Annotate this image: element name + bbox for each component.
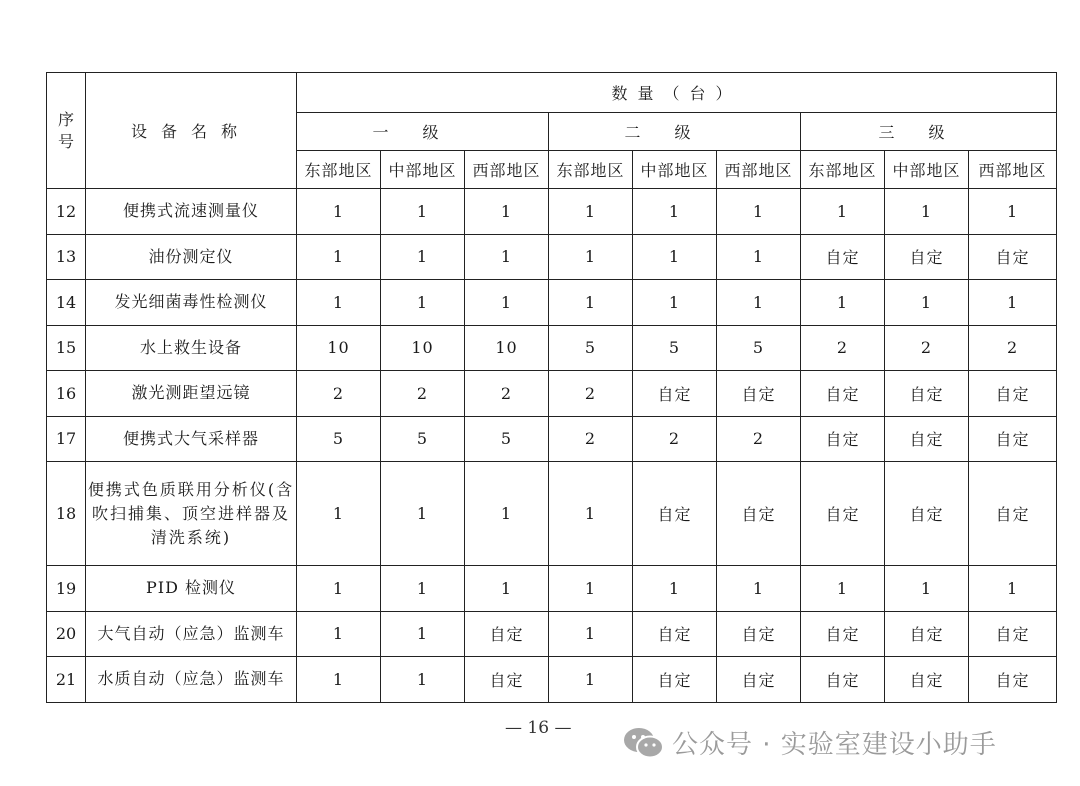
quantity-cell: 2: [969, 325, 1057, 371]
quantity-cell: 1: [465, 280, 549, 326]
quantity-cell: 2: [297, 371, 381, 417]
quantity-cell: 自定: [717, 371, 801, 417]
quantity-cell: 1: [297, 611, 381, 657]
region-central-header: 中部地区: [885, 151, 969, 189]
quantity-cell: 1: [297, 657, 381, 703]
row-number: 14: [47, 280, 86, 326]
quantity-cell: 1: [297, 189, 381, 235]
table-row: [47, 325, 1057, 371]
table-row: [47, 371, 1057, 417]
quantity-cell: 2: [549, 371, 633, 417]
quantity-cell: 5: [297, 416, 381, 462]
quantity-cell: 2: [633, 416, 717, 462]
quantity-cell: 1: [549, 566, 633, 612]
quantity-cell: 1: [969, 566, 1057, 612]
quantity-cell: 自定: [885, 611, 969, 657]
quantity-cell: 1: [297, 566, 381, 612]
quantity-cell: 1: [801, 189, 885, 235]
quantity-cell: 1: [801, 280, 885, 326]
quantity-cell: 自定: [801, 611, 885, 657]
table-row: [47, 462, 1057, 566]
quantity-cell: 自定: [633, 657, 717, 703]
table-row: [47, 189, 1057, 235]
quantity-cell: 自定: [465, 657, 549, 703]
quantity-cell: 2: [801, 325, 885, 371]
quantity-cell: 1: [549, 611, 633, 657]
quantity-cell: 自定: [885, 462, 969, 566]
quantity-cell: 1: [633, 566, 717, 612]
region-east-header: 东部地区: [549, 151, 633, 189]
quantity-cell: 1: [885, 566, 969, 612]
region-central-header: 中部地区: [633, 151, 717, 189]
quantity-cell: 自定: [885, 234, 969, 280]
quantity-cell: 自定: [801, 234, 885, 280]
quantity-cell: 自定: [801, 462, 885, 566]
row-number: 19: [47, 566, 86, 612]
quantity-cell: 1: [633, 189, 717, 235]
quantity-cell: 1: [969, 280, 1057, 326]
quantity-cell: 5: [549, 325, 633, 371]
quantity-cell: 1: [717, 280, 801, 326]
quantity-cell: 1: [297, 234, 381, 280]
quantity-cell: 自定: [969, 462, 1057, 566]
quantity-cell: 自定: [885, 657, 969, 703]
level-3-header: 三级: [801, 113, 1057, 151]
region-central-header: 中部地区: [381, 151, 465, 189]
table-row: [47, 280, 1057, 326]
wechat-icon: [622, 725, 666, 761]
quantity-cell: 1: [381, 611, 465, 657]
quantity-cell: 1: [381, 189, 465, 235]
table-row: [47, 416, 1057, 462]
quantity-cell: 自定: [633, 371, 717, 417]
quantity-cell: 1: [549, 280, 633, 326]
quantity-cell: 自定: [969, 234, 1057, 280]
row-number: 17: [47, 416, 86, 462]
quantity-cell: 2: [381, 371, 465, 417]
quantity-cell: 1: [717, 234, 801, 280]
row-number: 16: [47, 371, 86, 417]
quantity-cell: 自定: [465, 611, 549, 657]
quantity-cell: 5: [717, 325, 801, 371]
quantity-cell: 1: [717, 566, 801, 612]
quantity-cell: 1: [297, 280, 381, 326]
quantity-cell: 1: [381, 462, 465, 566]
quantity-cell: 1: [381, 234, 465, 280]
quantity-cell: 自定: [969, 371, 1057, 417]
quantity-cell: 自定: [969, 657, 1057, 703]
equipment-table: [46, 72, 1057, 703]
quantity-cell: 1: [381, 280, 465, 326]
row-number: 13: [47, 234, 86, 280]
quantity-cell: 10: [297, 325, 381, 371]
quantity-cell: 1: [465, 189, 549, 235]
quantity-cell: 1: [549, 657, 633, 703]
equipment-name: 便携式色质联用分析仪(含吹扫捕集、顶空进样器及清洗系统): [86, 462, 297, 566]
table-row: [47, 611, 1057, 657]
quantity-cell: 10: [465, 325, 549, 371]
quantity-cell: 自定: [885, 371, 969, 417]
quantity-cell: 1: [465, 566, 549, 612]
quantity-cell: 5: [381, 416, 465, 462]
region-west-header: 西部地区: [465, 151, 549, 189]
row-number: 21: [47, 657, 86, 703]
table-row: [47, 566, 1057, 612]
quantity-cell: 自定: [801, 371, 885, 417]
quantity-cell: 1: [885, 189, 969, 235]
equipment-name: 发光细菌毒性检测仪: [86, 280, 297, 326]
quantity-cell: 5: [465, 416, 549, 462]
quantity-cell: 自定: [801, 657, 885, 703]
equipment-name: 水质自动（应急）监测车: [86, 657, 297, 703]
region-west-header: 西部地区: [969, 151, 1057, 189]
quantity-cell: 自定: [717, 611, 801, 657]
name-header: 设备名称: [86, 73, 297, 189]
quantity-cell: 1: [297, 462, 381, 566]
region-east-header: 东部地区: [297, 151, 381, 189]
quantity-cell: 1: [633, 280, 717, 326]
quantity-cell: 1: [381, 566, 465, 612]
seq-header: 序号: [47, 73, 86, 189]
quantity-cell: 2: [717, 416, 801, 462]
equipment-name: 激光测距望远镜: [86, 371, 297, 417]
row-number: 15: [47, 325, 86, 371]
quantity-cell: 自定: [717, 657, 801, 703]
quantity-cell: 2: [465, 371, 549, 417]
quantity-cell: 5: [633, 325, 717, 371]
quantity-cell: 1: [549, 189, 633, 235]
equipment-name: PID 检测仪: [86, 566, 297, 612]
row-number: 20: [47, 611, 86, 657]
level-1-header: 一级: [297, 113, 549, 151]
quantity-cell: 自定: [633, 462, 717, 566]
quantity-cell: 自定: [969, 416, 1057, 462]
quantity-cell: 1: [801, 566, 885, 612]
quantity-cell: 1: [549, 234, 633, 280]
equipment-name: 大气自动（应急）监测车: [86, 611, 297, 657]
quantity-cell: 1: [465, 462, 549, 566]
quantity-cell: 自定: [801, 416, 885, 462]
quantity-cell: 10: [381, 325, 465, 371]
quantity-cell: 2: [549, 416, 633, 462]
quantity-cell: 自定: [885, 416, 969, 462]
equipment-name: 油份测定仪: [86, 234, 297, 280]
table-row: [47, 657, 1057, 703]
page-number: — 16 —: [505, 718, 572, 738]
equipment-name: 便携式流速测量仪: [86, 189, 297, 235]
table-row: [47, 234, 1057, 280]
level-2-header: 二级: [549, 113, 801, 151]
quantity-header: 数量（台）: [297, 73, 1057, 113]
equipment-name: 便携式大气采样器: [86, 416, 297, 462]
quantity-cell: 1: [465, 234, 549, 280]
quantity-cell: 自定: [969, 611, 1057, 657]
quantity-cell: 1: [885, 280, 969, 326]
quantity-cell: 1: [969, 189, 1057, 235]
quantity-cell: 1: [717, 189, 801, 235]
row-number: 18: [47, 462, 86, 566]
row-number: 12: [47, 189, 86, 235]
quantity-cell: 1: [633, 234, 717, 280]
table-body: [47, 189, 1057, 703]
quantity-cell: 自定: [633, 611, 717, 657]
watermark: [622, 724, 997, 761]
equipment-name: 水上救生设备: [86, 325, 297, 371]
watermark-text: 公众号 · 实验室建设小助手: [672, 730, 997, 760]
quantity-cell: 1: [549, 462, 633, 566]
quantity-cell: 自定: [717, 462, 801, 566]
region-west-header: 西部地区: [717, 151, 801, 189]
quantity-cell: 1: [381, 657, 465, 703]
quantity-cell: 2: [885, 325, 969, 371]
region-east-header: 东部地区: [801, 151, 885, 189]
table-header: [47, 73, 1057, 189]
